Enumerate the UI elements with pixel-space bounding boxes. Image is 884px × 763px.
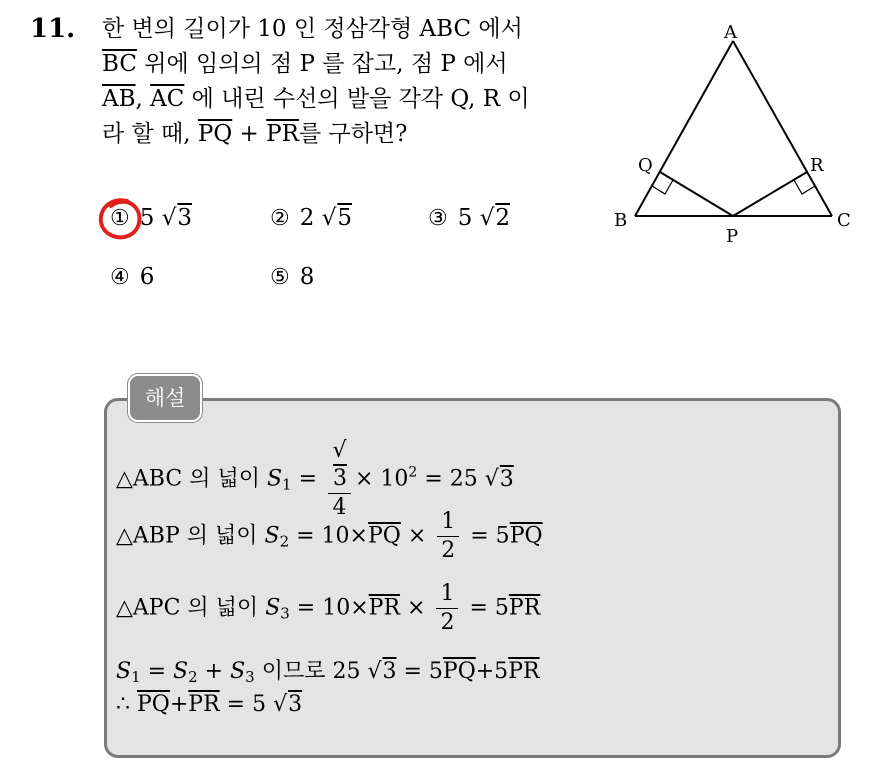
text: × 10 bbox=[355, 466, 409, 492]
segment-bc: $\overline{BC}$ bbox=[102, 51, 137, 77]
var-s: S bbox=[230, 659, 246, 684]
choice-number: ③ bbox=[428, 206, 448, 231]
sqrt-icon: √3 bbox=[161, 205, 192, 231]
segment-pq: $\overline{PQ}$ bbox=[137, 692, 170, 717]
label-a: A bbox=[724, 22, 737, 43]
solution-line-2 bbox=[116, 508, 543, 565]
text: +5 bbox=[475, 659, 509, 684]
segment-pr: $\overline{PR}$ bbox=[508, 659, 540, 684]
solution-line-3 bbox=[116, 580, 540, 637]
radicand: 3 bbox=[177, 205, 192, 231]
label-c: C bbox=[837, 210, 851, 231]
segment-pq: $\overline{PQ}$ bbox=[509, 523, 543, 549]
segment-pq: $\overline{PQ}$ bbox=[442, 659, 476, 684]
question-line-3 bbox=[102, 82, 592, 117]
text: △ABP 의 넓이 bbox=[116, 523, 265, 549]
sqrt-icon: √2 bbox=[479, 205, 510, 231]
solution-line-4 bbox=[116, 654, 540, 686]
var-s: S bbox=[264, 523, 280, 549]
subscript: 2 bbox=[188, 668, 198, 686]
text: = bbox=[291, 466, 324, 492]
right-angle-q-icon bbox=[652, 172, 673, 194]
subscript: 3 bbox=[280, 604, 290, 623]
text: 에 내린 수선의 발을 각각 Q, R 이 bbox=[184, 86, 530, 112]
segment-pq: $\overline{PQ}$ bbox=[368, 523, 401, 549]
text: 한 변의 길이가 10 인 정삼각형 ABC 에서 bbox=[102, 16, 523, 42]
choice-value: 8 bbox=[299, 264, 315, 290]
label-p: P bbox=[726, 226, 739, 247]
choice-4[interactable] bbox=[110, 264, 154, 290]
radicand: 3 bbox=[382, 659, 397, 684]
text: 이므로 25 bbox=[254, 659, 368, 684]
choice-number: ② bbox=[270, 206, 290, 231]
text: × bbox=[400, 523, 434, 549]
therefore-icon: ∴ bbox=[116, 692, 137, 717]
radicand: 3 bbox=[288, 692, 303, 717]
label-q: Q bbox=[638, 155, 653, 176]
sqrt-icon: √5 bbox=[321, 205, 352, 231]
radicand: 2 bbox=[495, 205, 510, 231]
choice-3[interactable] bbox=[428, 205, 510, 231]
text: + bbox=[197, 659, 231, 684]
choice-coef: 2 bbox=[299, 205, 315, 231]
text: × bbox=[400, 595, 433, 621]
choice-2[interactable] bbox=[270, 205, 352, 231]
segment-pr: $\overline{PR}$ bbox=[188, 692, 220, 717]
choice-coef: 5 bbox=[139, 205, 155, 231]
selected-answer-circle-icon bbox=[97, 195, 145, 243]
sqrt-icon: √3 bbox=[367, 659, 397, 684]
var-s: S bbox=[265, 595, 281, 621]
var-s: S bbox=[116, 659, 132, 684]
segment-pr: $\overline{PR}$ bbox=[508, 595, 541, 621]
text: △ABC 의 넓이 bbox=[116, 466, 267, 492]
text: 라 할 때, bbox=[102, 121, 198, 147]
text: = 5 bbox=[463, 523, 510, 549]
text: , bbox=[135, 86, 151, 112]
numerator bbox=[328, 437, 351, 494]
text: = 5 bbox=[396, 659, 443, 684]
side-ac bbox=[733, 41, 832, 216]
sqrt-icon: √3 bbox=[273, 692, 303, 717]
segment-ab: $\overline{AB}$ bbox=[102, 86, 136, 112]
choice-number: ⑤ bbox=[270, 265, 290, 290]
text: = 25 bbox=[417, 466, 485, 492]
subscript: 3 bbox=[245, 668, 255, 686]
text: = 10× bbox=[289, 595, 369, 621]
segment-pq: $\overline{PQ}$ bbox=[197, 121, 233, 147]
text: = 5 bbox=[462, 595, 509, 621]
segment-ac: $\overline{AC}$ bbox=[150, 86, 185, 112]
fraction bbox=[436, 580, 458, 637]
text: = 5 bbox=[219, 692, 274, 717]
text: 위에 임의의 점 P 를 잡고, 점 P 에서 bbox=[136, 51, 508, 77]
choice-number: ① bbox=[110, 206, 130, 231]
subscript: 1 bbox=[131, 668, 141, 686]
solution-tag: 해설 bbox=[128, 374, 202, 422]
subscript: 2 bbox=[279, 532, 290, 551]
label-b: B bbox=[614, 210, 628, 231]
var-s: S bbox=[173, 659, 189, 684]
side-ab bbox=[635, 41, 733, 216]
choice-number: ④ bbox=[110, 265, 130, 290]
subscript: 1 bbox=[282, 475, 292, 494]
label-r: R bbox=[810, 155, 824, 176]
radicand: 3 bbox=[333, 466, 347, 491]
question-number: 11. bbox=[30, 14, 76, 44]
question-line-1 bbox=[102, 12, 592, 47]
question-line-2 bbox=[102, 47, 592, 82]
superscript: 2 bbox=[408, 464, 418, 481]
text: △APC 의 넓이 bbox=[116, 595, 266, 621]
sqrt-icon: √3 bbox=[484, 466, 514, 492]
text: + bbox=[169, 692, 189, 717]
radicand: 5 bbox=[337, 205, 352, 231]
choice-coef: 5 bbox=[457, 205, 473, 231]
choice-value: 6 bbox=[139, 264, 155, 290]
var-s: S bbox=[266, 466, 283, 492]
denominator: 2 bbox=[441, 538, 456, 563]
text: = bbox=[140, 659, 174, 684]
question-text bbox=[102, 12, 592, 152]
segment-pr: $\overline{PR}$ bbox=[266, 121, 299, 147]
text: = 10× bbox=[289, 523, 368, 549]
sqrt-icon: √ 3 bbox=[332, 438, 347, 491]
text: + bbox=[232, 121, 267, 147]
solution-line-5 bbox=[116, 692, 302, 717]
numerator: 1 bbox=[436, 580, 458, 609]
choice-5[interactable] bbox=[270, 264, 314, 290]
denominator: 4 bbox=[332, 495, 347, 520]
denominator: 2 bbox=[440, 610, 455, 635]
numerator: 1 bbox=[437, 508, 459, 537]
radicand: 3 bbox=[499, 466, 514, 492]
triangle-figure bbox=[600, 18, 870, 258]
fraction bbox=[437, 508, 459, 565]
text: 를 구하면? bbox=[298, 121, 408, 147]
question-line-4 bbox=[102, 117, 592, 152]
segment-pr: $\overline{PR}$ bbox=[368, 595, 401, 621]
